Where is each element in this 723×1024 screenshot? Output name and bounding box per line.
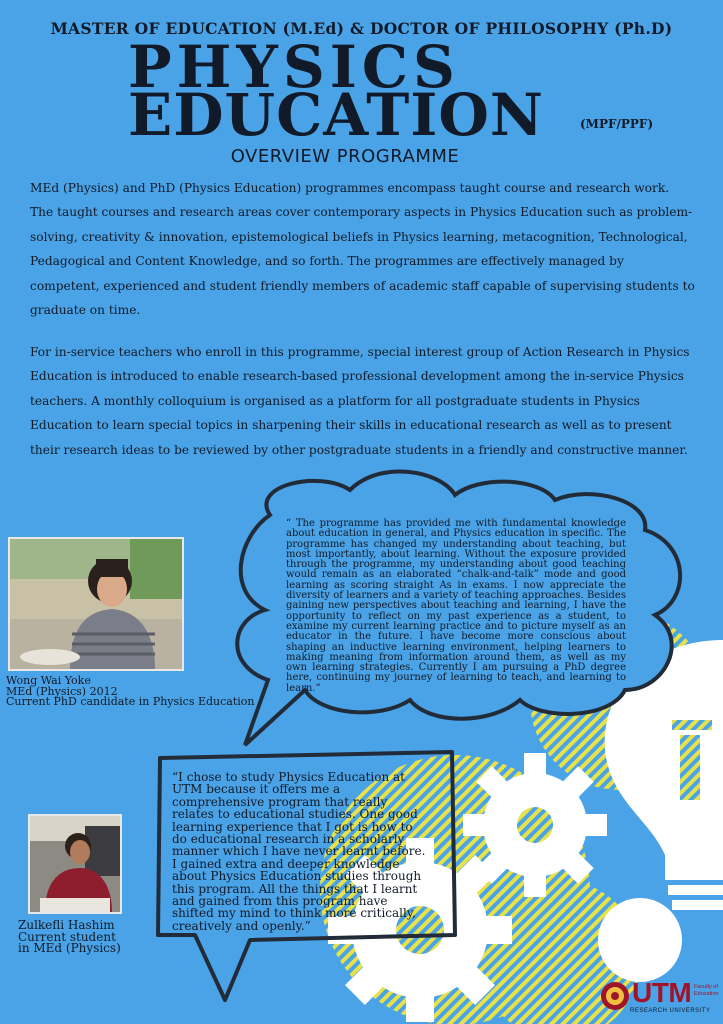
research-university-label: RESEARCH UNIVERSITY bbox=[630, 1008, 711, 1014]
student-status-zulkefli: Current student bbox=[18, 929, 116, 944]
testimonial-1-quote: “ The programme has provided me with fundamental knowledge about education in general, and Physics education in specific. The programme has changed my understanding about teaching, but most importantly, about learning. Without the exposure provided through the programme, my understanding about good teaching would remain as an elaborated “chalk-and-talk” mode and good learning as scoring straight As in exams. I now appreciate the diversity of learners and a variety of teaching approaches. Besides gaining new perspectives about teaching and learning, I have the opportunity to reflect on my past experience as a student, to examine my current learning practice and to picture myself as an educator in the future. I have become more conscious about shaping an inductive learning environment, helping learners to making meaning from information around them, as well as my own learning strategies. Currently I am pursuing a PhD degree here, continuing my journey of learning to teach, and learning to learn.” bbox=[286, 518, 626, 694]
student-name-zulkefli: Zulkefli Hashim bbox=[18, 918, 115, 932]
student-programme-zulkefli: in MEd (Physics) bbox=[18, 941, 121, 955]
overview-paragraph-2: For in-service teachers who enroll in this programme, special interest group of Action Research in Physics Education is introduced to enable research-based professional development among the in-service Physics teachers. A monthly colloquium is organised as a platform for all postgraduate students in Physics Education to learn special topics in sharpening their skills in educational research as well as to present their research ideas to be reviewed by other postgraduate students in a friendly and constructive manner. bbox=[30, 345, 690, 457]
utm-crest-icon bbox=[599, 980, 631, 1012]
student-status-wong: Current PhD candidate in Physics Education bbox=[6, 695, 255, 708]
programme-code: (MPF/PPF) bbox=[580, 117, 654, 131]
student-degree-wong: MEd (Physics) 2012 bbox=[6, 684, 118, 698]
student-name-wong: Wong Wai Yoke bbox=[6, 674, 91, 687]
degree-line: MASTER OF EDUCATION (M.Ed) & DOCTOR OF PHILOSOPHY (Ph.D) bbox=[50, 19, 673, 38]
student-photo-wong bbox=[8, 537, 184, 671]
title-education: EDUCATION bbox=[128, 81, 544, 149]
faculty-label: Faculty of Education bbox=[694, 984, 719, 997]
overview-paragraph-1: MEd (Physics) and PhD (Physics Education) programmes encompass taught course and research work. The taught courses and research areas cover contemporary aspects in Physics Education such as problem-solving, creativity & innovation, epistemological beliefs in Physics learning, metacognition, Technological, Pedagogical and Content Knowledge, and so forth. The programmes are effectively managed by competent, experienced and student friendly members of academic staff capable of supervising students to graduate on time. bbox=[30, 181, 695, 318]
section-title: OVERVIEW PROGRAMME bbox=[230, 146, 460, 167]
student-photo-zulkefli bbox=[28, 814, 122, 914]
utm-logo-text: UTM bbox=[632, 977, 692, 1008]
testimonial-2-caption bbox=[18, 920, 121, 955]
testimonial-2-quote: “I chose to study Physics Education at UTM because it offers me a comprehensive program that really relates to educational studies. One good learning experience that I got is how to do educational research in a scholarly manner which I have never learnt before. I gained extra and deeper knowledge about Physics Education studies through this program. All the things that I learnt and gained from this program have shifted my mind to think more critically, creatively and openly.” bbox=[172, 770, 426, 933]
title-physics: PHYSICS bbox=[128, 33, 460, 101]
testimonial-1-caption bbox=[6, 676, 255, 708]
